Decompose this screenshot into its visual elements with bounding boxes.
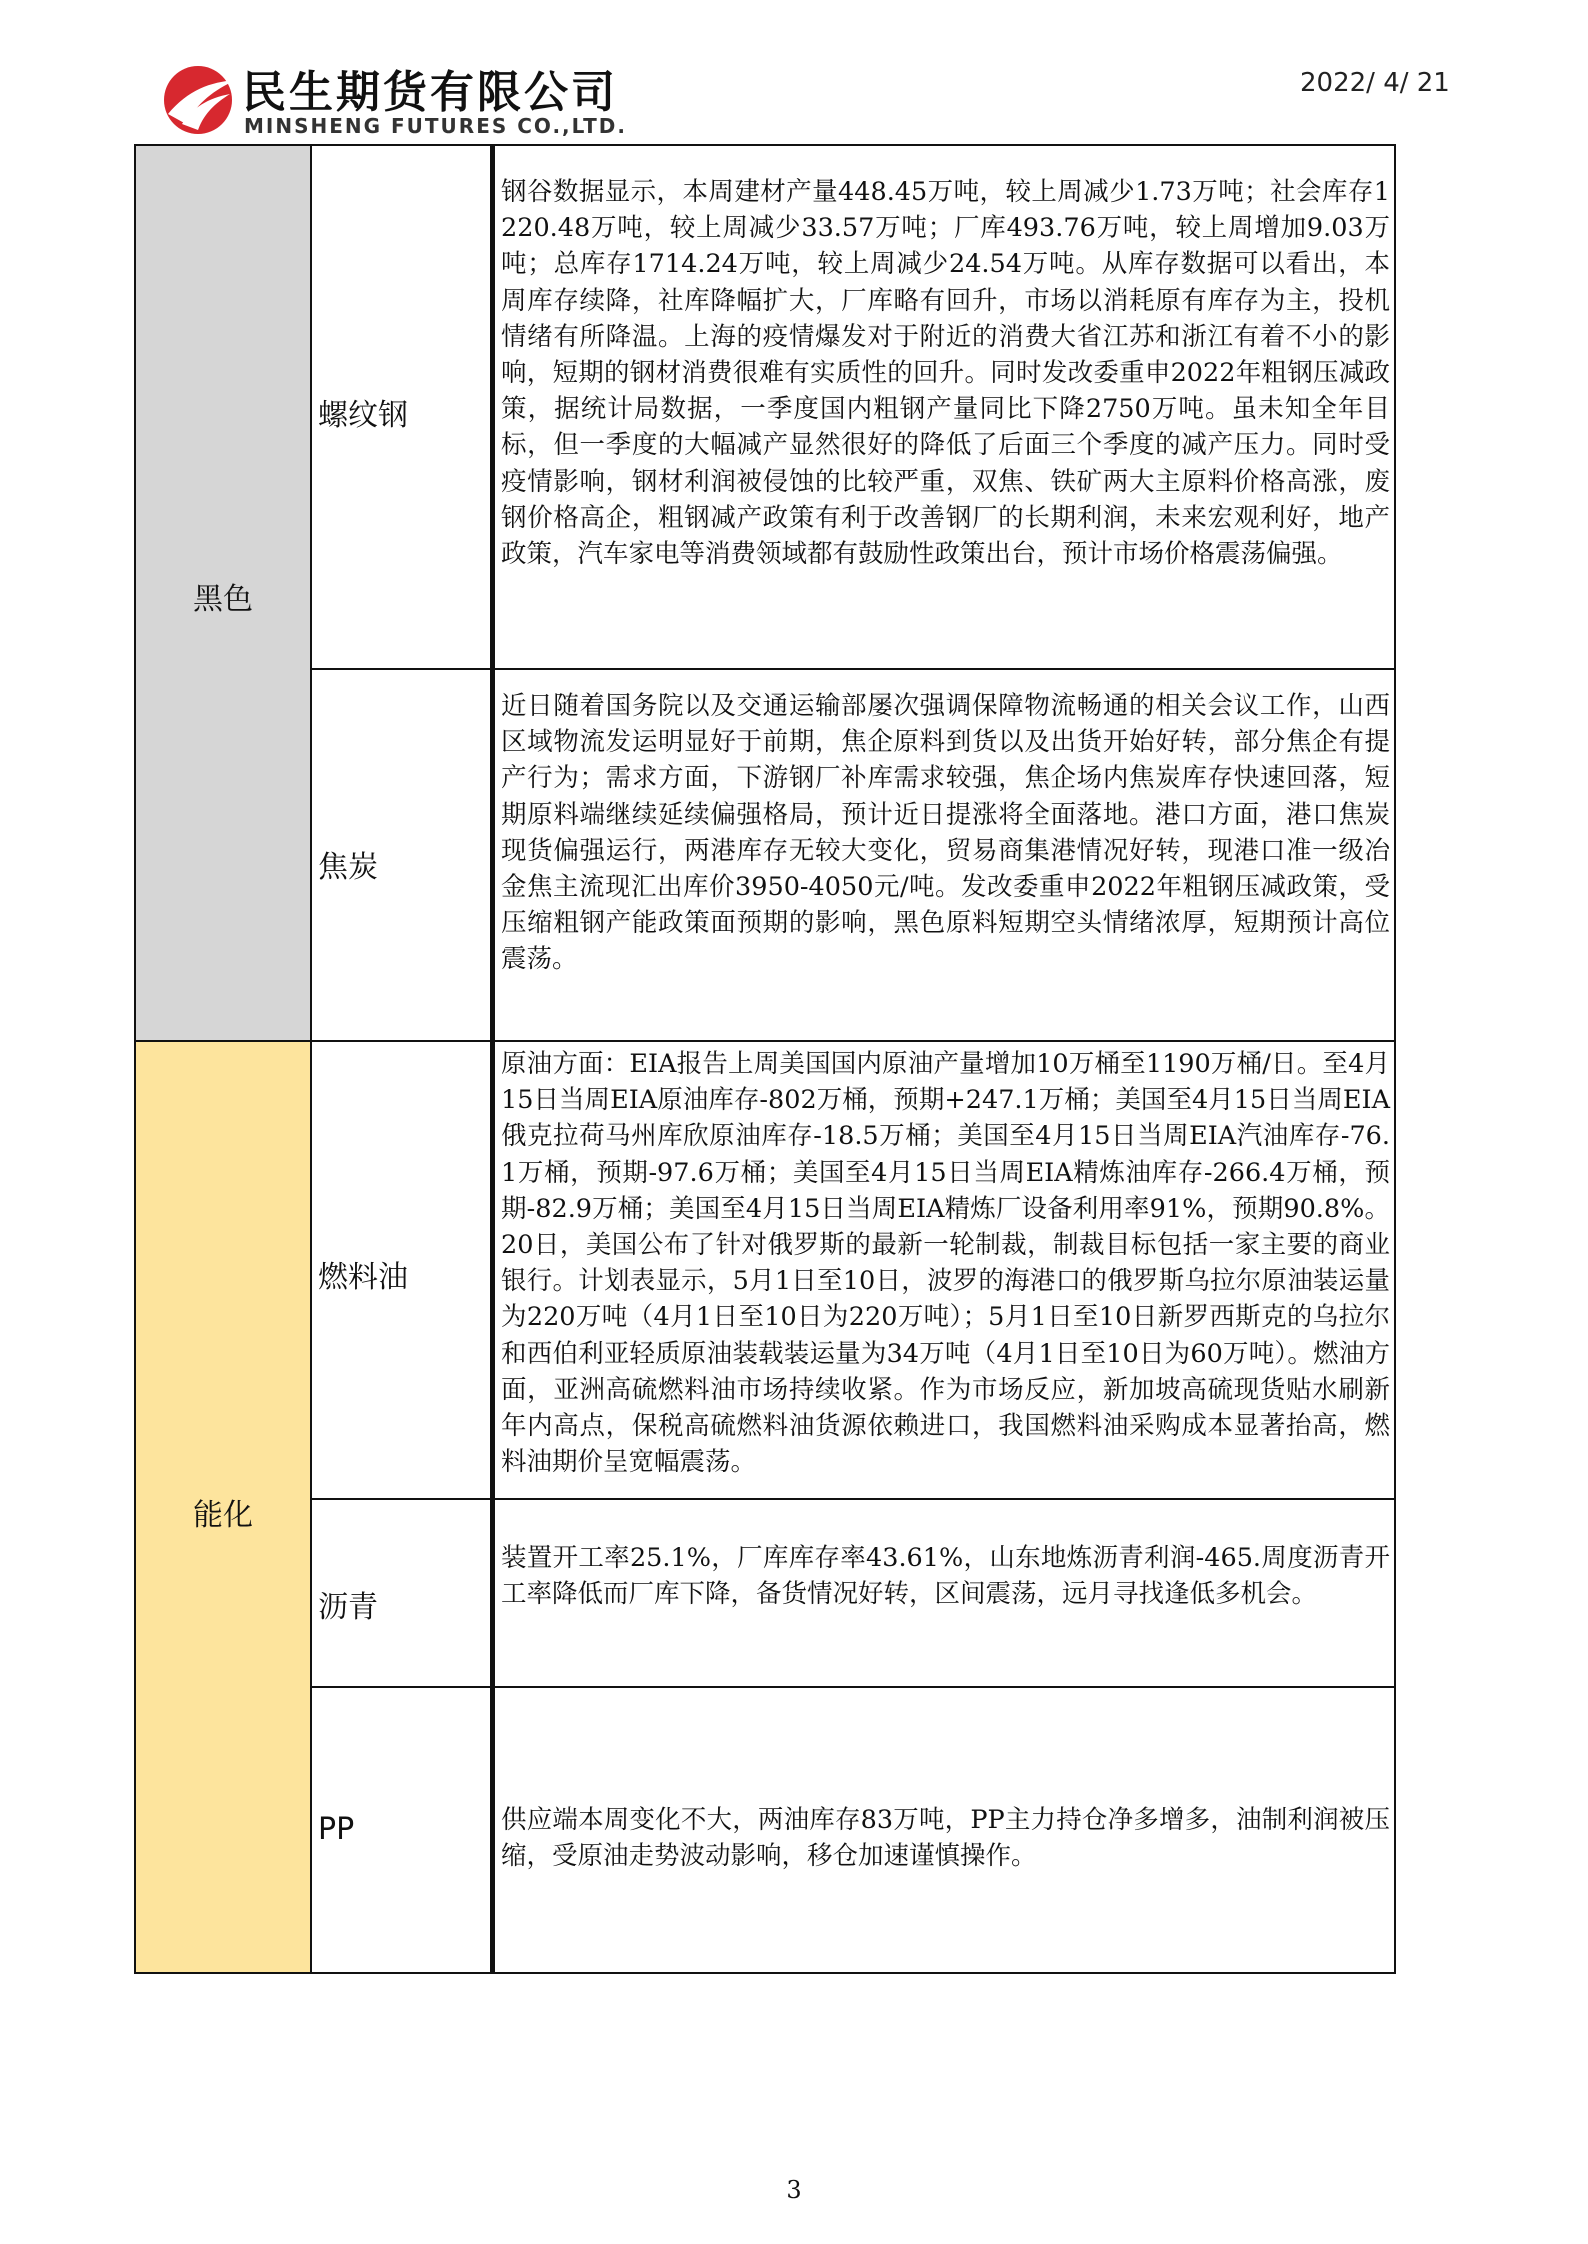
- report-date: 2022/ 4/ 21: [1300, 68, 1450, 98]
- commentary-fuel-oil: [492, 1040, 1396, 1500]
- commentary-pp: [492, 1686, 1396, 1974]
- sector-label: 能化: [193, 1498, 253, 1533]
- product-name: 焦炭: [318, 850, 378, 885]
- product-cell-rebar: [312, 144, 492, 670]
- commentary-asphalt: [492, 1498, 1396, 1688]
- product-cell-coke: [312, 668, 492, 1042]
- product-cell-pp: [312, 1686, 492, 1974]
- commentary-text: 钢谷数据显示，本周建材产量448.45万吨，较上周减少1.73万吨；社会库存1220.48万吨，较上周减少33.57万吨；厂库493.76万吨，较上周增加9.03万吨；总库存1714.24万吨，较上周减少24.54万吨。从库存数据可以看出，本周库存续降，社库降幅扩大，厂库略有回升，市场以消耗原有库存为主，投机情绪有所降温。上海的疫情爆发对于附近的消费大省江苏和浙江有着不小的影响，短期的钢材消费很难有实质性的回升。同时发改委重申2022年粗钢压减政策，据统计局数据，一季度国内粗钢产量同比下降2750万吨。虽未知全年目标，但一季度的大幅减产显然很好的降低了后面三个季度的减产压力。同时受疫情影响，钢材利润被侵蚀的比较严重，双焦、铁矿两大主原料价格高涨，废钢价格高企，粗钢减产政策有利于改善钢厂的长期利润，未来宏观利好，地产政策，汽车家电等消费领域都有鼓励性政策出台，预计市场价格震荡偏强。: [501, 177, 1390, 570]
- page-header: [0, 0, 1588, 150]
- sector-cell-energy-chemical: [134, 1040, 312, 1974]
- product-name: 螺纹钢: [318, 398, 408, 433]
- sector-cell-black: [134, 144, 312, 1042]
- commentary-text: 近日随着国务院以及交通运输部屡次强调保障物流畅通的相关会议工作，山西区域物流发运明显好于前期，焦企原料到货以及出货开始好转，部分焦企有提产行为；需求方面，下游钢厂补库需求较强，焦企场内焦炭库存快速回落，短期原料端继续延续偏强格局，预计近日提涨将全面落地。港口方面，港口焦炭现货偏强运行，两港库存无较大变化，贸易商集港情况好转，现港口准一级冶金焦主流现汇出库价3950-4050元/吨。发改委重申2022年粗钢压减政策，受压缩粗钢产能政策面预期的影响，黑色原料短期空头情绪浓厚，短期预计高位震荡。: [501, 691, 1390, 975]
- commentary-coke: [492, 668, 1396, 1042]
- commentary-text: 装置开工率25.1%，厂库库存率43.61%，山东地炼沥青利润-465.周度沥青开工率降低而厂库下降，备货情况好转，区间震荡，远月寻找逢低多机会。: [501, 1543, 1390, 1610]
- page-number: 3: [786, 2176, 802, 2204]
- product-cell-asphalt: [312, 1498, 492, 1688]
- product-name: 燃料油: [318, 1260, 408, 1295]
- minsheng-logo-icon: [158, 60, 238, 140]
- sector-label: 黑色: [193, 582, 253, 617]
- commentary-text: 供应端本周变化不大，两油库存83万吨，PP主力持仓净多增多，油制利润被压缩，受原油走势波动影响，移仓加速谨慎操作。: [501, 1805, 1390, 1872]
- company-name-cn: 民生期货有限公司: [242, 67, 618, 118]
- commentary-text: 原油方面：EIA报告上周美国国内原油产量增加10万桶至1190万桶/日。至4月15日当周EIA原油库存-802万桶，预期+247.1万桶；美国至4月15日当周EIA俄克拉荷马州库欣原油库存-18.5万桶；美国至4月15日当周EIA汽油库存-76.1万桶，预期-97.6万桶；美国至4月15日当周EIA精炼油库存-266.4万桶，预期-82.9万桶；美国至4月15日当周EIA精炼厂设备利用率91%，预期90.8%。20日，美国公布了针对俄罗斯的最新一轮制裁，制裁目标包括一家主要的商业银行。计划表显示，5月1日至10日，波罗的海港口的俄罗斯乌拉尔原油装运量为220万吨（4月1日至10日为220万吨）；5月1日至10日新罗西斯克的乌拉尔和西伯利亚轻质原油装载装运量为34万吨（4月1日至10日为60万吨）。燃油方面，亚洲高硫燃料油市场持续收紧。作为市场反应，新加坡高硫现货贴水刷新年内高点，保税高硫燃料油货源依赖进口，我国燃料油采购成本显著抬高，燃料油期价呈宽幅震荡。: [501, 1049, 1390, 1478]
- commentary-rebar: [492, 144, 1396, 670]
- product-name: 沥青: [318, 1590, 378, 1625]
- company-name-en: MINSHENG FUTURES CO.,LTD.: [244, 114, 627, 138]
- product-cell-fuel-oil: [312, 1040, 492, 1500]
- product-name: PP: [318, 1812, 355, 1847]
